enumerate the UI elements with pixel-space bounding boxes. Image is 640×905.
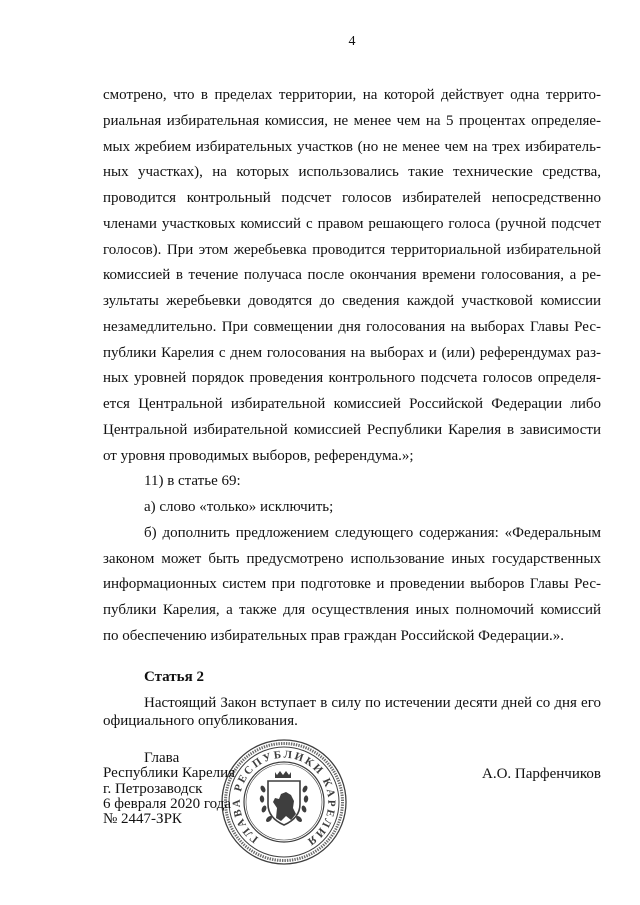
body-text-line: зультаты жеребьевки доводятся до сведения каждой участковой комиссии (103, 293, 601, 309)
paragraph-continuation (103, 83, 601, 469)
signature-city: г. Петрозаводск (103, 780, 203, 797)
page-number: 4 (348, 34, 356, 49)
body-text-line: б) дополнить предложением следующего содержания: «Федеральным (144, 524, 601, 541)
document-body (103, 83, 601, 650)
subitem-a: а) слово «только» исключить; (144, 499, 334, 515)
law-number: № 2447-ЗРК (103, 811, 182, 828)
body-text-line: Настоящий Закон вступает в силу по истечении десяти дней со дня его (144, 695, 601, 711)
body-text-line: официального опубликования. (103, 713, 298, 729)
body-text-line: по обеспечению избирательных прав граждан Российской Федерации.». (103, 627, 564, 644)
body-text-line: ется Центральной избирательной комиссией Российской Федерации либо (103, 396, 601, 412)
article-heading: Статья 2 (144, 669, 204, 685)
list-item-heading: 11) в статье 69: (144, 473, 241, 490)
signatory-name: А.О. Парфенчиков (482, 766, 601, 782)
body-text-line: смотрено, что в пределах территории, на которой действует одна террито- (103, 87, 601, 103)
body-text-line: от уровня проводимых выборов, референдума.»; (103, 447, 414, 464)
body-text-line: информационных систем при подготовке и проведении выборов Главы Рес- (103, 576, 601, 593)
signature-block (103, 751, 323, 827)
body-text-line: Центральной избирательной комиссией Республики Карелия в зависимости (103, 421, 601, 438)
body-text-line: законом может быть предусмотрено использование иных государственных (103, 550, 601, 567)
signature-position-line2: Республики Карелия (103, 765, 236, 782)
body-text-line: комиссией в течение получаса после окончания времени голосования, а ре- (103, 267, 601, 284)
seal-text-path: ГЛАВА РЕСПУБЛИКИ КАРЕЛИЯ (230, 748, 338, 848)
body-text-line: голосов). При этом жеребьевка проводится территориальной избирательной (103, 241, 601, 258)
subitem-b (103, 521, 601, 650)
body-text-line: ных уровней порядок проведения контрольного подсчета голосов определя- (103, 370, 601, 387)
article-text (103, 694, 601, 730)
signature-position-line1: Глава (144, 750, 180, 766)
body-text-line: ных участках), на которых использовались такие технические средства, (103, 164, 601, 181)
body-text-line: публики Карелия с днем голосования на выборах и (или) референдумах раз- (103, 344, 601, 361)
body-text-line: мых жребием избирательных участков (но не менее чем на трех избиратель- (103, 138, 601, 155)
body-text-line: членами участковых комиссий с правом решающего голоса (ручной подсчет (103, 215, 601, 232)
body-text-line: проводится контрольный подсчет голосов избирателей непосредственно (103, 190, 601, 206)
body-text-line: незамедлительно. При совмещении дня голосования на выборах Главы Рес- (103, 318, 601, 335)
list-item-11 (103, 469, 601, 649)
body-text-line: публики Карелия, а также для осуществления иных полномочий комиссий (103, 602, 601, 618)
body-text-line: риальная избирательная комиссия, не менее чем на 5 процентах определяе- (103, 112, 601, 129)
signature-date: 6 февраля 2020 года (103, 795, 232, 812)
